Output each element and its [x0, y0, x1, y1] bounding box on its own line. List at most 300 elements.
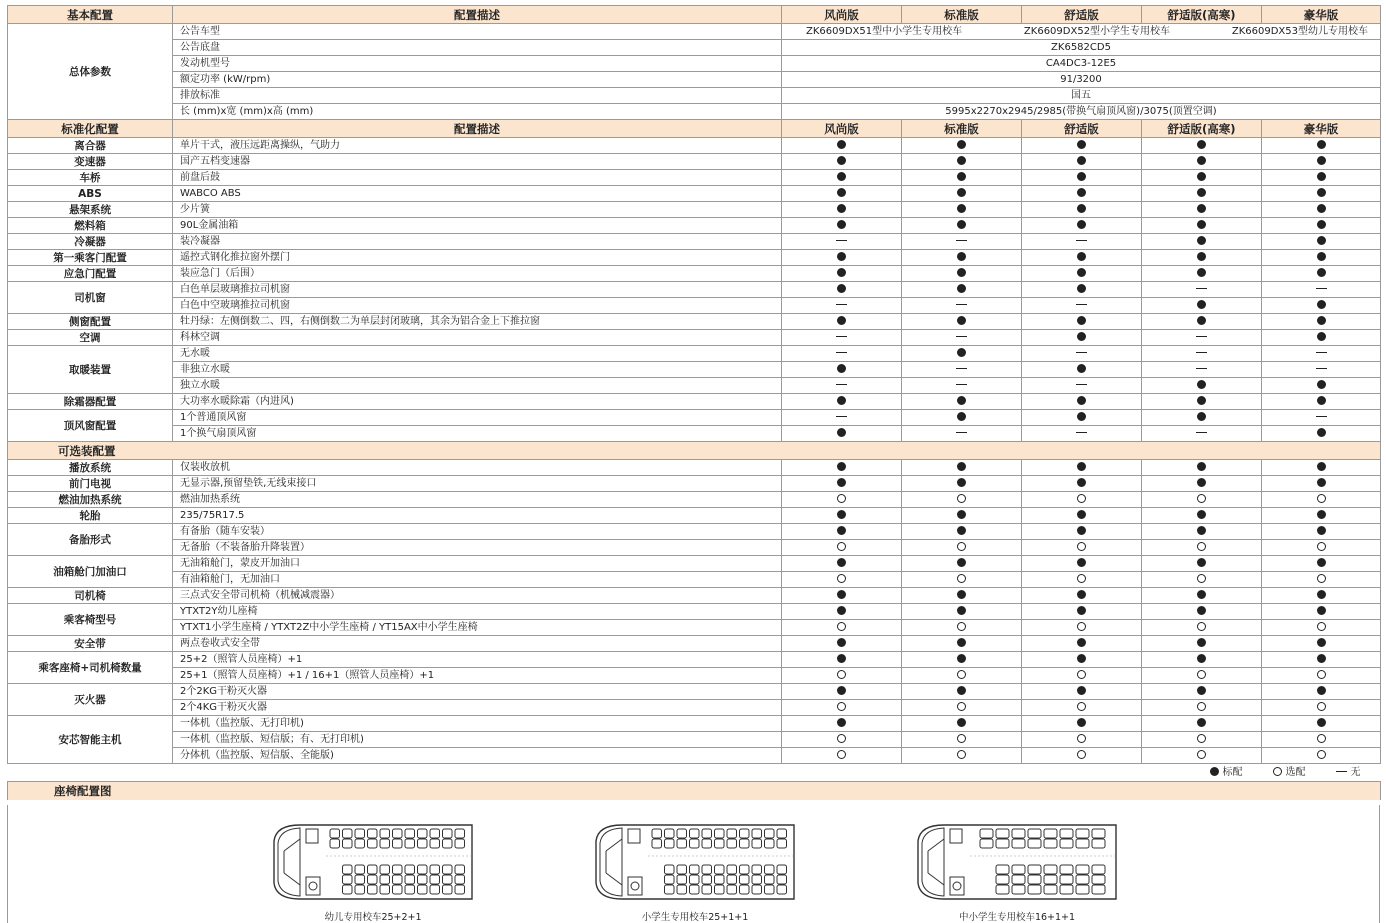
mark-cell — [1022, 410, 1142, 426]
mark-cell — [782, 588, 902, 604]
none-mark-icon — [836, 240, 847, 241]
standard-mark-icon — [837, 638, 846, 647]
standard-mark-icon — [1197, 510, 1206, 519]
optional-mark-icon — [837, 702, 846, 711]
mark-cell — [902, 636, 1022, 652]
category-cell: 除霜器配置 — [8, 394, 173, 410]
optional-mark-icon — [1197, 670, 1206, 679]
mark-cell — [1262, 732, 1381, 748]
none-mark-icon — [1316, 368, 1327, 369]
description-cell: 无显示器,预留垫铁,无线束接口 — [173, 476, 782, 492]
standard-mark-icon — [1197, 396, 1206, 405]
legend-standard-icon — [1210, 767, 1219, 776]
mark-cell — [1022, 636, 1142, 652]
spec-row — [8, 668, 1381, 684]
optional-mark-icon — [1197, 622, 1206, 631]
spec-row — [8, 476, 1381, 492]
none-mark-icon — [836, 352, 847, 353]
standard-mark-icon — [1317, 478, 1326, 487]
bus-seat-plan-icon — [592, 823, 798, 901]
mark-cell — [782, 346, 902, 362]
mark-cell — [1022, 298, 1142, 314]
mark-cell — [902, 138, 1022, 154]
none-mark-icon — [1196, 352, 1207, 353]
optional-mark-icon — [1317, 622, 1326, 631]
basic-label-cell: 长 (mm)x宽 (mm)x高 (mm) — [173, 104, 782, 120]
description-cell: 25+1（照管人员座椅）+1 / 16+1（照管人员座椅）+1 — [173, 668, 782, 684]
none-mark-icon — [1076, 352, 1087, 353]
standard-mark-icon — [1197, 558, 1206, 567]
category-cell: 油箱舱门加油口 — [8, 556, 173, 588]
optional-mark-icon — [957, 494, 966, 503]
mark-cell — [1262, 700, 1381, 716]
mark-cell — [1142, 604, 1262, 620]
mark-cell — [1262, 202, 1381, 218]
mark-cell — [1142, 460, 1262, 476]
optional-mark-icon — [1317, 574, 1326, 583]
mark-cell — [1262, 362, 1381, 378]
standard-mark-icon — [837, 478, 846, 487]
description-cell: 牡丹绿：左侧倒数二、四，右侧倒数二为单层封闭玻璃，其余为铝合金上下推拉窗 — [173, 314, 782, 330]
version-header: 风尚版 — [782, 120, 902, 138]
standard-mark-icon — [1317, 172, 1326, 181]
category-cell: 应急门配置 — [8, 266, 173, 282]
standard-mark-icon — [837, 718, 846, 727]
standard-mark-icon — [837, 252, 846, 261]
standard-mark-icon — [957, 188, 966, 197]
model-name: ZK6609DX53型幼儿专用校车 — [1231, 25, 1368, 37]
basic-row — [8, 104, 1381, 120]
legend-standard-label: 标配 — [1222, 766, 1243, 778]
standard-mark-icon — [1077, 188, 1086, 197]
standard-mark-icon — [1317, 396, 1326, 405]
standard-mark-icon — [1077, 252, 1086, 261]
optional-mark-icon — [1077, 622, 1086, 631]
standard-mark-icon — [1197, 686, 1206, 695]
mark-cell — [1142, 362, 1262, 378]
standard-mark-icon — [957, 348, 966, 357]
mark-cell — [1142, 620, 1262, 636]
description-cell: 白色单层玻璃推拉司机窗 — [173, 282, 782, 298]
version-header: 舒适版(高寒) — [1142, 6, 1262, 24]
category-cell: 乘客座椅+司机椅数量 — [8, 652, 173, 684]
mark-cell — [1022, 154, 1142, 170]
mark-cell — [1022, 540, 1142, 556]
mark-cell — [1142, 748, 1262, 764]
standard-mark-icon — [837, 558, 846, 567]
standard-mark-icon — [957, 718, 966, 727]
mark-cell — [1262, 524, 1381, 540]
basic-category-header: 基本配置 — [8, 6, 173, 24]
standard-mark-icon — [837, 284, 846, 293]
mark-cell — [1142, 170, 1262, 186]
version-header: 豪华版 — [1262, 120, 1381, 138]
spec-row — [8, 266, 1381, 282]
mark-cell — [782, 460, 902, 476]
bus-seat-plan-icon — [270, 823, 476, 901]
standard-mark-icon — [837, 686, 846, 695]
none-mark-icon — [1076, 384, 1087, 385]
model-name: ZK6609DX52型小学生专用校车 — [1023, 25, 1171, 37]
optional-mark-icon — [1077, 670, 1086, 679]
mark-cell — [782, 732, 902, 748]
standard-mark-icon — [957, 156, 966, 165]
spec-row — [8, 492, 1381, 508]
none-mark-icon — [1316, 416, 1327, 417]
mark-cell — [1262, 186, 1381, 202]
standard-mark-icon — [1077, 220, 1086, 229]
spec-row — [8, 620, 1381, 636]
mark-cell — [782, 314, 902, 330]
category-cell: 冷凝器 — [8, 234, 173, 250]
legend-row — [8, 764, 1381, 782]
mark-cell — [902, 282, 1022, 298]
mark-cell — [1022, 748, 1142, 764]
version-header: 标准版 — [902, 120, 1022, 138]
category-cell: 燃料箱 — [8, 218, 173, 234]
legend-none-label: 无 — [1350, 766, 1361, 778]
optional-mark-icon — [957, 734, 966, 743]
bus-diagram — [268, 823, 478, 923]
basic-label-cell: 发动机型号 — [173, 56, 782, 72]
standard-mark-icon — [1317, 252, 1326, 261]
mark-cell — [1262, 636, 1381, 652]
standard-mark-icon — [1197, 316, 1206, 325]
category-cell: 轮胎 — [8, 508, 173, 524]
mark-cell — [1142, 508, 1262, 524]
none-mark-icon — [1076, 432, 1087, 433]
none-mark-icon — [836, 416, 847, 417]
basic-header-row — [8, 6, 1381, 24]
standard-mark-icon — [837, 188, 846, 197]
mark-cell — [1262, 410, 1381, 426]
mark-cell — [902, 186, 1022, 202]
standard-mark-icon — [1077, 526, 1086, 535]
description-cell: 遥控式钢化推拉窗外摆门 — [173, 250, 782, 266]
spec-row — [8, 394, 1381, 410]
spec-row — [8, 556, 1381, 572]
legend-optional — [1273, 767, 1306, 779]
standard-mark-icon — [957, 686, 966, 695]
none-mark-icon — [956, 304, 967, 305]
none-mark-icon — [956, 240, 967, 241]
mark-cell — [902, 700, 1022, 716]
optional-mark-icon — [1197, 750, 1206, 759]
standard-mark-icon — [1317, 140, 1326, 149]
standard-mark-icon — [1077, 204, 1086, 213]
description-cell: 分体机（监控版、短信版、全能版) — [173, 748, 782, 764]
legend-standard — [1210, 767, 1243, 779]
standard-mark-icon — [1077, 462, 1086, 471]
mark-cell — [902, 588, 1022, 604]
mark-cell — [1022, 426, 1142, 442]
category-cell: 车桥 — [8, 170, 173, 186]
standard-mark-icon — [957, 638, 966, 647]
category-cell: 乘客椅型号 — [8, 604, 173, 636]
category-cell: 安芯智能主机 — [8, 716, 173, 764]
mark-cell — [1262, 652, 1381, 668]
basic-label-cell: 排放标准 — [173, 88, 782, 104]
mark-cell — [902, 266, 1022, 282]
mark-cell — [1022, 716, 1142, 732]
mark-cell — [1142, 138, 1262, 154]
mark-cell — [1142, 684, 1262, 700]
description-cell: YTXT2Y幼儿座椅 — [173, 604, 782, 620]
standard-mark-icon — [1197, 654, 1206, 663]
standard-mark-icon — [1077, 364, 1086, 373]
category-cell: 离合器 — [8, 138, 173, 154]
standard-mark-icon — [837, 316, 846, 325]
spec-row — [8, 346, 1381, 362]
standard-mark-icon — [957, 220, 966, 229]
spec-row — [8, 572, 1381, 588]
optional-mark-icon — [1077, 542, 1086, 551]
mark-cell — [782, 426, 902, 442]
optional-section-header: 可选装配置 — [8, 442, 1381, 460]
standard-mark-icon — [1197, 252, 1206, 261]
mark-cell — [902, 154, 1022, 170]
mark-cell — [902, 540, 1022, 556]
standard-mark-icon — [957, 558, 966, 567]
optional-mark-icon — [1197, 574, 1206, 583]
category-cell: 司机椅 — [8, 588, 173, 604]
description-cell: YTXT1小学生座椅 / YTXT2Z中小学生座椅 / YT15AX中小学生座椅 — [173, 620, 782, 636]
mark-cell — [1262, 170, 1381, 186]
mark-cell — [1022, 266, 1142, 282]
standard-mark-icon — [837, 590, 846, 599]
bus-caption: 中小学生专用校车16+1+1 — [958, 912, 1076, 923]
mark-cell — [1142, 636, 1262, 652]
spec-row — [8, 250, 1381, 266]
mark-cell — [902, 748, 1022, 764]
optional-mark-icon — [837, 494, 846, 503]
optional-mark-icon — [837, 670, 846, 679]
mark-cell — [782, 250, 902, 266]
mark-cell — [1262, 378, 1381, 394]
mark-cell — [1022, 668, 1142, 684]
basic-value-cell: 91/3200 — [782, 72, 1381, 88]
description-cell: 有油箱舱门，无加油口 — [173, 572, 782, 588]
description-cell: 两点卷收式安全带 — [173, 636, 782, 652]
spec-row — [8, 700, 1381, 716]
description-cell: 无水暖 — [173, 346, 782, 362]
none-mark-icon — [836, 384, 847, 385]
mark-cell — [1142, 250, 1262, 266]
standard-mark-icon — [957, 412, 966, 421]
mark-cell — [1142, 378, 1262, 394]
standard-mark-icon — [1197, 412, 1206, 421]
category-cell: 变速器 — [8, 154, 173, 170]
optional-mark-icon — [1077, 750, 1086, 759]
standard-mark-icon — [837, 156, 846, 165]
none-mark-icon — [956, 432, 967, 433]
spec-row — [8, 170, 1381, 186]
none-mark-icon — [956, 384, 967, 385]
mark-cell — [782, 186, 902, 202]
optional-mark-icon — [957, 622, 966, 631]
mark-cell — [1022, 218, 1142, 234]
standard-mark-icon — [957, 204, 966, 213]
spec-row — [8, 604, 1381, 620]
mark-cell — [1022, 234, 1142, 250]
standard-mark-icon — [1077, 558, 1086, 567]
mark-cell — [1262, 684, 1381, 700]
standard-mark-icon — [1077, 638, 1086, 647]
basic-value-cell: 国五 — [782, 88, 1381, 104]
mark-cell — [1142, 540, 1262, 556]
mark-cell — [1022, 314, 1142, 330]
mark-cell — [1142, 588, 1262, 604]
description-cell: 单片干式，液压远距离操纵，气助力 — [173, 138, 782, 154]
mark-cell — [1142, 234, 1262, 250]
mark-cell — [782, 668, 902, 684]
standard-mark-icon — [957, 284, 966, 293]
category-cell: 顶风窗配置 — [8, 410, 173, 442]
standard-mark-icon — [957, 606, 966, 615]
mark-cell — [1262, 604, 1381, 620]
mark-cell — [1262, 234, 1381, 250]
spec-row — [8, 298, 1381, 314]
optional-mark-icon — [957, 574, 966, 583]
optional-mark-icon — [1197, 734, 1206, 743]
standard-mark-icon — [1197, 188, 1206, 197]
model-name: ZK6609DX51型中小学生专用校车 — [806, 25, 963, 37]
standard-mark-icon — [957, 140, 966, 149]
standard-mark-icon — [1197, 638, 1206, 647]
standard-mark-icon — [957, 654, 966, 663]
standard-mark-icon — [837, 606, 846, 615]
mark-cell — [1142, 410, 1262, 426]
mark-cell — [902, 170, 1022, 186]
mark-cell — [782, 410, 902, 426]
description-cell: 燃油加热系统 — [173, 492, 782, 508]
standard-mark-icon — [1317, 638, 1326, 647]
mark-cell — [782, 540, 902, 556]
standard-mark-icon — [837, 172, 846, 181]
description-cell: 三点式安全带司机椅（机械减震器） — [173, 588, 782, 604]
optional-mark-icon — [1077, 734, 1086, 743]
standard-mark-icon — [1077, 654, 1086, 663]
description-cell: 非独立水暖 — [173, 362, 782, 378]
standard-mark-icon — [1077, 332, 1086, 341]
mark-cell — [1142, 476, 1262, 492]
standard-mark-icon — [837, 220, 846, 229]
standard-mark-icon — [1197, 204, 1206, 213]
optional-header-row — [8, 442, 1381, 460]
standard-mark-icon — [1077, 396, 1086, 405]
standard-mark-icon — [957, 510, 966, 519]
mark-cell — [782, 362, 902, 378]
description-cell: 国产五档变速器 — [173, 154, 782, 170]
standard-mark-icon — [1197, 220, 1206, 229]
mark-cell — [782, 492, 902, 508]
mark-cell — [902, 394, 1022, 410]
mark-cell — [782, 266, 902, 282]
optional-mark-icon — [1317, 494, 1326, 503]
standard-mark-icon — [1197, 140, 1206, 149]
mark-cell — [782, 378, 902, 394]
standard-mark-icon — [1077, 510, 1086, 519]
basic-description-header: 配置描述 — [173, 6, 782, 24]
description-cell: 装应急门（后围） — [173, 266, 782, 282]
description-cell: 无备胎（不装备胎升降装置） — [173, 540, 782, 556]
mark-cell — [902, 202, 1022, 218]
description-cell: 前盘后鼓 — [173, 170, 782, 186]
standard-mark-icon — [957, 590, 966, 599]
mark-cell — [1022, 588, 1142, 604]
category-cell: 安全带 — [8, 636, 173, 652]
optional-mark-icon — [1197, 542, 1206, 551]
standard-mark-icon — [1197, 300, 1206, 309]
category-cell: 灭火器 — [8, 684, 173, 716]
standard-mark-icon — [957, 462, 966, 471]
description-cell: 一体机（监控版、无打印机) — [173, 716, 782, 732]
standard-mark-icon — [1317, 316, 1326, 325]
mark-cell — [1142, 492, 1262, 508]
mark-cell — [1262, 298, 1381, 314]
standard-mark-icon — [957, 396, 966, 405]
standard-mark-icon — [1077, 478, 1086, 487]
mark-cell — [1262, 394, 1381, 410]
description-cell: 1个普通顶风窗 — [173, 410, 782, 426]
standard-mark-icon — [1317, 686, 1326, 695]
mark-cell — [1262, 282, 1381, 298]
mark-cell — [902, 476, 1022, 492]
none-mark-icon — [1196, 368, 1207, 369]
mark-cell — [1022, 604, 1142, 620]
seat-layout-header: 座椅配置图 — [8, 782, 1381, 800]
mark-cell — [1142, 154, 1262, 170]
mark-cell — [1022, 652, 1142, 668]
bus-caption: 幼儿专用校车25+2+1 — [324, 912, 422, 923]
mark-cell — [1262, 572, 1381, 588]
mark-cell — [902, 298, 1022, 314]
legend-none — [1336, 767, 1361, 779]
mark-cell — [902, 426, 1022, 442]
description-cell: 2个4KG干粉灭火器 — [173, 700, 782, 716]
category-cell: 取暖装置 — [8, 346, 173, 394]
mark-cell — [902, 508, 1022, 524]
mark-cell — [1022, 170, 1142, 186]
standard-mark-icon — [1077, 284, 1086, 293]
description-cell: 235/75R17.5 — [173, 508, 782, 524]
standard-mark-icon — [957, 252, 966, 261]
basic-row — [8, 72, 1381, 88]
mark-cell — [782, 298, 902, 314]
optional-mark-icon — [1317, 750, 1326, 759]
none-mark-icon — [1316, 288, 1327, 289]
none-mark-icon — [836, 304, 847, 305]
legend-optional-icon — [1273, 767, 1282, 776]
description-cell: 独立水暖 — [173, 378, 782, 394]
standard-mark-icon — [957, 316, 966, 325]
mark-cell — [1142, 524, 1262, 540]
standard-mark-icon — [837, 654, 846, 663]
legend-optional-label: 选配 — [1285, 766, 1306, 778]
spec-sheet — [7, 5, 1380, 800]
standard-mark-icon — [1317, 558, 1326, 567]
mark-cell — [782, 652, 902, 668]
mark-cell — [1142, 556, 1262, 572]
basic-row — [8, 40, 1381, 56]
spec-row — [8, 636, 1381, 652]
mark-cell — [902, 668, 1022, 684]
none-mark-icon — [1196, 288, 1207, 289]
mark-cell — [782, 684, 902, 700]
mark-cell — [1262, 748, 1381, 764]
description-cell: 90L金属油箱 — [173, 218, 782, 234]
mark-cell — [1142, 330, 1262, 346]
